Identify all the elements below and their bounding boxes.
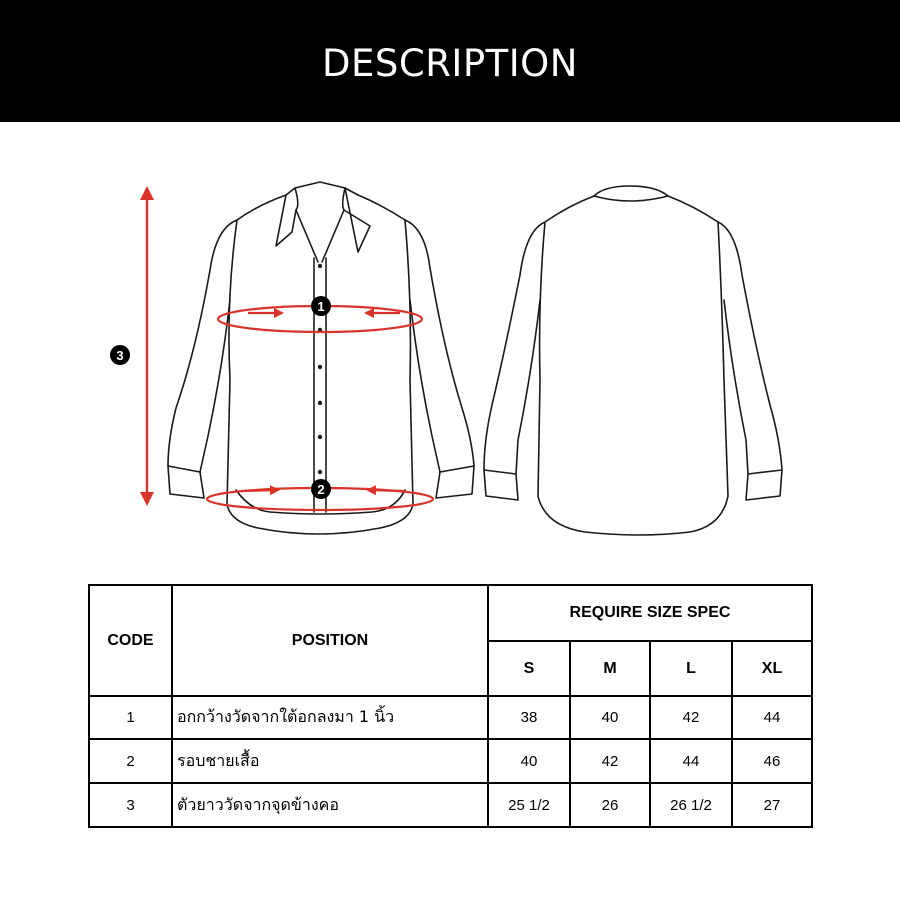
size-header-l: L — [650, 641, 732, 696]
value-xl: 27 — [732, 783, 812, 827]
header-banner — [0, 0, 900, 122]
table-row — [89, 739, 812, 783]
size-header-s: S — [488, 641, 570, 696]
value-s: 40 — [488, 739, 570, 783]
value-l: 42 — [650, 696, 732, 739]
spec-header: REQUIRE SIZE SPEC — [488, 585, 812, 641]
table-row — [89, 783, 812, 827]
value-s: 38 — [488, 696, 570, 739]
row-code: 1 — [89, 696, 172, 739]
table-row — [89, 696, 812, 739]
value-xl: 46 — [732, 739, 812, 783]
value-m: 42 — [570, 739, 650, 783]
size-header-xl: XL — [732, 641, 812, 696]
marker-3 — [110, 345, 130, 365]
shirt-diagram — [0, 122, 900, 582]
size-spec-table — [88, 584, 813, 828]
row-code: 2 — [89, 739, 172, 783]
row-position: ตัวยาววัดจากจุดข้างคอ — [172, 783, 488, 827]
value-l: 26 1/2 — [650, 783, 732, 827]
value-xl: 44 — [732, 696, 812, 739]
code-header: CODE — [89, 585, 172, 696]
svg-text:1: 1 — [317, 299, 325, 314]
length-measure — [140, 186, 154, 506]
row-code: 3 — [89, 783, 172, 827]
row-position: รอบชายเสื้อ — [172, 739, 488, 783]
size-header-m: M — [570, 641, 650, 696]
shirt-back — [484, 186, 782, 535]
page-title: DESCRIPTION — [322, 41, 578, 85]
value-m: 40 — [570, 696, 650, 739]
value-l: 44 — [650, 739, 732, 783]
svg-text:3: 3 — [116, 348, 124, 363]
marker-2 — [311, 479, 331, 499]
position-header: POSITION — [172, 585, 488, 696]
row-position: อกกว้างวัดจากใต้อกลงมา 1 นิ้ว — [172, 696, 488, 739]
svg-text:2: 2 — [317, 482, 325, 497]
value-s: 25 1/2 — [488, 783, 570, 827]
value-m: 26 — [570, 783, 650, 827]
marker-1 — [311, 296, 331, 316]
front-buttons — [317, 264, 325, 474]
